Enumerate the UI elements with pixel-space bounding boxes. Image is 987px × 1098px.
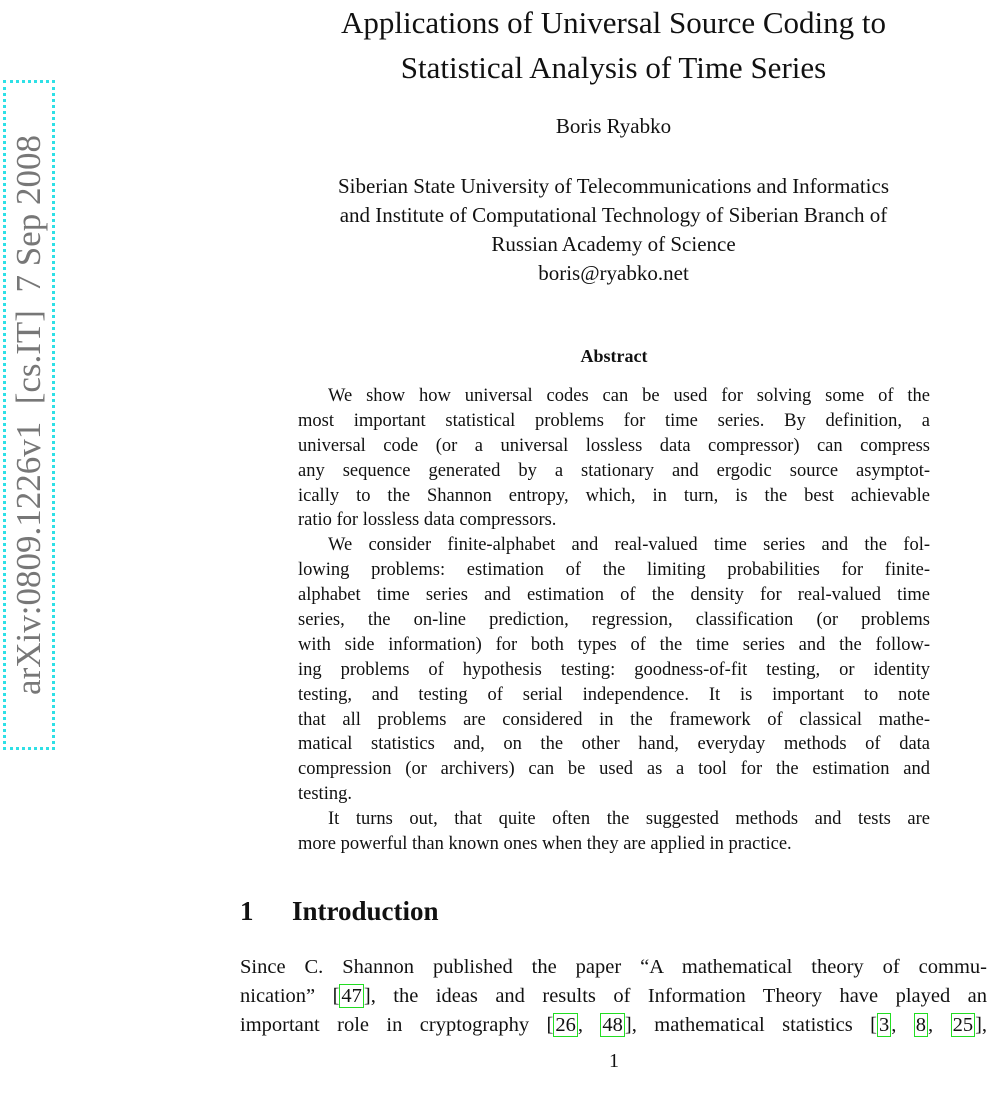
abstract-body bbox=[298, 384, 930, 857]
intro-line bbox=[240, 953, 987, 982]
abstract-line: testing, and testing of serial independence. It is important to note bbox=[298, 684, 930, 705]
introduction-body bbox=[240, 953, 987, 1040]
text-segment: , bbox=[891, 1014, 914, 1036]
text-segment: , bbox=[577, 1014, 601, 1036]
abstract-line: testing. bbox=[298, 784, 352, 805]
citation-link[interactable]: 48 bbox=[602, 1014, 623, 1036]
abstract-line: It turns out, that quite often the suggested methods and tests are bbox=[328, 809, 930, 830]
affiliation-line: Russian Academy of Science bbox=[491, 232, 736, 256]
abstract-line: most important statistical problems for time series. By definition, a bbox=[298, 410, 930, 431]
arxiv-stamp bbox=[3, 80, 55, 750]
text-segment: ], mathematical statistics [ bbox=[624, 1014, 877, 1036]
text-segment: , bbox=[928, 1014, 951, 1036]
abstract-line: ically to the Shannon entropy, which, in turn, is the best achievable bbox=[298, 485, 930, 506]
author-email: boris@ryabko.net bbox=[538, 261, 689, 285]
abstract-line: any sequence generated by a stationary and ergodic source asymptot- bbox=[298, 460, 930, 481]
text-segment: Since C. Shannon published the paper “A mathematical theory of commu- bbox=[240, 956, 987, 978]
affiliation-line: and Institute of Computational Technology of Siberian Branch of bbox=[339, 203, 888, 227]
abstract-line: more powerful than known ones when they are applied in practice. bbox=[298, 834, 792, 855]
title-line: Statistical Analysis of Time Series bbox=[400, 50, 827, 85]
affiliation-line: Siberian State University of Telecommunications and Informatics bbox=[337, 174, 889, 198]
abstract-line: universal code (or a universal lossless data compressor) can compress bbox=[298, 435, 930, 456]
abstract-line: matical statistics and, on the other hand, everyday methods of data bbox=[298, 734, 930, 755]
text-segment: nication” [ bbox=[240, 985, 340, 1007]
abstract-line: We show how universal codes can be used for solving some of the bbox=[328, 386, 930, 406]
section-title: Introduction bbox=[292, 896, 439, 926]
citation-link[interactable]: 25 bbox=[952, 1014, 974, 1036]
intro-line bbox=[240, 982, 987, 1011]
citation-link[interactable]: 47 bbox=[341, 985, 362, 1007]
citation-link[interactable]: 26 bbox=[555, 1014, 576, 1036]
abstract-line: ratio for lossless data compressors. bbox=[298, 510, 557, 531]
abstract-line: alphabet time series and estimation of the density for real-valued time bbox=[298, 585, 930, 606]
page-number: 1 bbox=[609, 1050, 619, 1072]
abstract-line: with side information) for both types of the time series and the follow- bbox=[298, 634, 930, 655]
citation-link[interactable]: 3 bbox=[878, 1014, 890, 1036]
text-segment: ], the ideas and results of Information Theory have played an bbox=[363, 985, 987, 1007]
citation-link[interactable]: 8 bbox=[915, 1014, 927, 1036]
abstract-line: lowing problems: estimation of the limiting probabilities for finite- bbox=[298, 560, 930, 581]
abstract-line: that all problems are considered in the framework of classical mathe- bbox=[298, 709, 930, 730]
abstract-heading: Abstract bbox=[580, 346, 648, 366]
abstract-line: We consider finite-alphabet and real-valued time series and the fol- bbox=[328, 535, 930, 556]
text-segment: ], bbox=[975, 1014, 987, 1036]
text-segment: important role in cryptography [ bbox=[240, 1014, 554, 1036]
abstract-line: compression (or archivers) can be used as a tool for the estimation and bbox=[298, 759, 930, 780]
abstract-line: series, the on-line prediction, regression, classification (or problems bbox=[298, 610, 930, 631]
affiliation bbox=[240, 172, 987, 288]
paper-title bbox=[240, 0, 987, 90]
section-number: 1 bbox=[240, 896, 254, 926]
intro-line bbox=[240, 1011, 987, 1040]
abstract-line: ing problems of hypothesis testing: goodness-of-fit testing, or identity bbox=[298, 659, 930, 680]
title-line: Applications of Universal Source Coding to bbox=[341, 5, 886, 40]
section-heading bbox=[240, 896, 439, 927]
author: Boris Ryabko bbox=[555, 114, 672, 138]
arxiv-id: arXiv:0809.1226v1 [cs.IT] 7 Sep 2008 bbox=[9, 135, 48, 695]
